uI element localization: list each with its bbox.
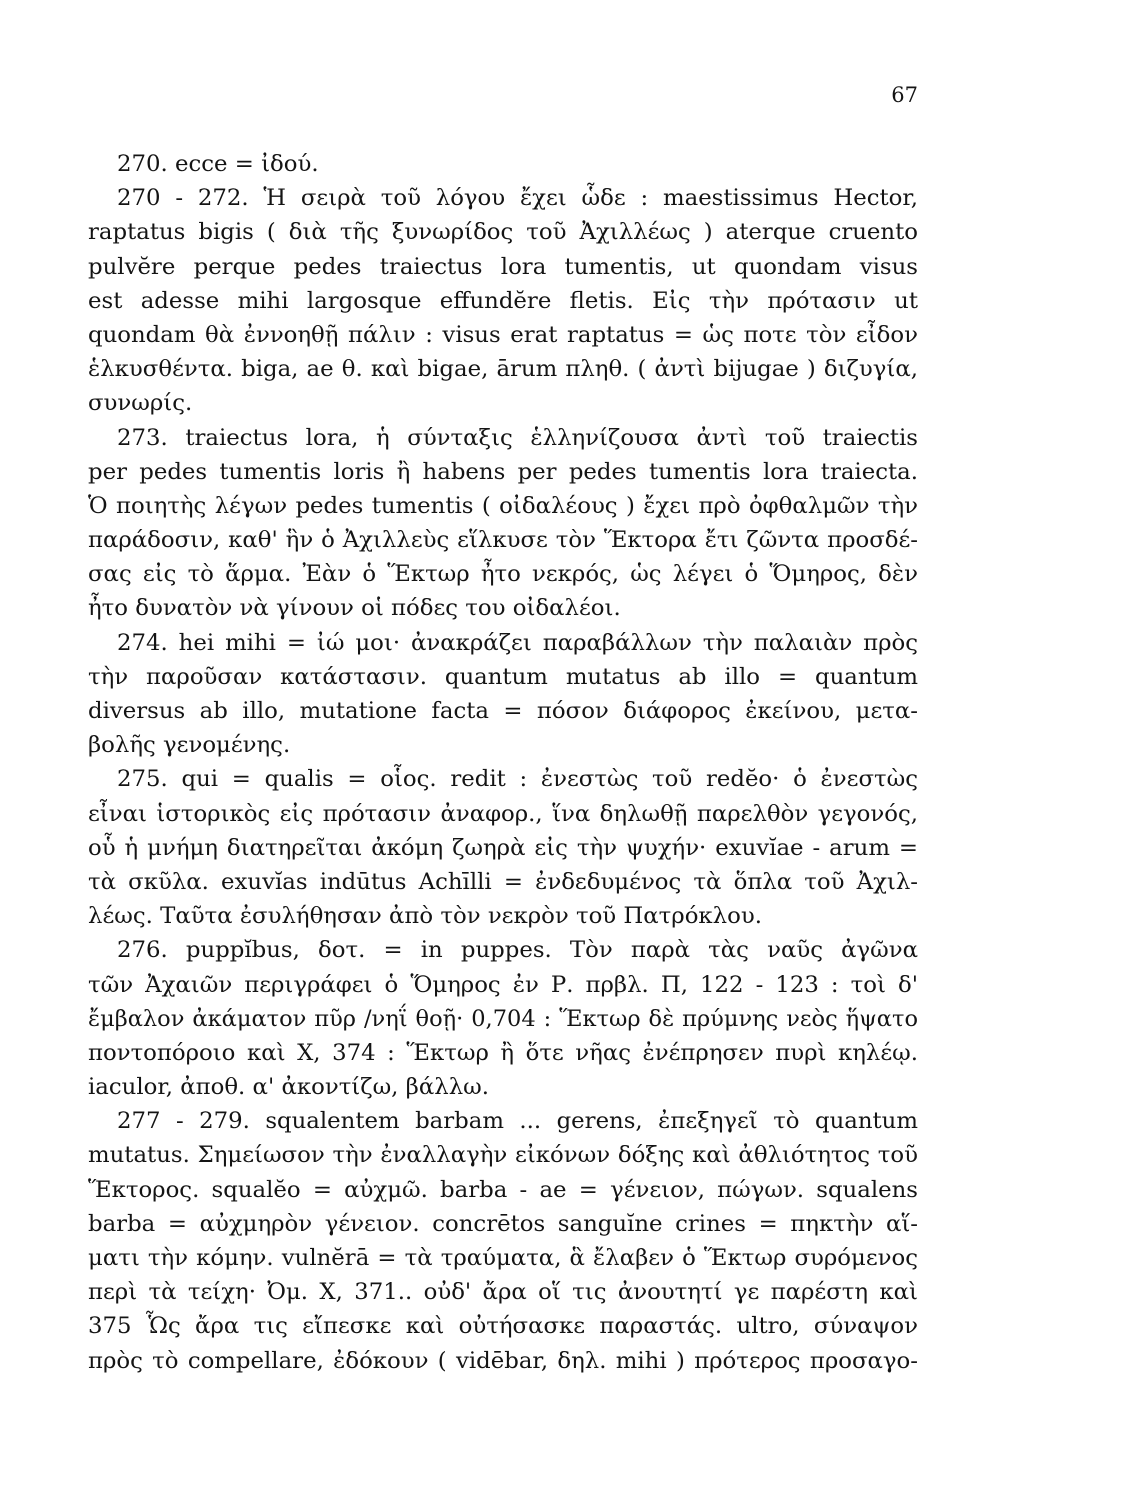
text-line: barba = αὐχμηρὸν γένειον. concrētos sanguĭne crines = πηκτὴν αἵ-	[88, 1210, 918, 1237]
text-line: περὶ τὰ τείχη· Ὀμ. Χ, 371.. οὐδ' ἄρα οἵ τις ἀνουτητί γε παρέστη καὶ	[88, 1279, 918, 1306]
text-line: mutatus. Σημείωσον τὴν ἐναλλαγὴν εἰκόνων δόξης καὶ ἀθλιότητος τοῦ	[88, 1142, 918, 1169]
text-line: παράδοσιν, καθ' ἣν ὁ Ἀχιλλεὺς εἵλκυσε τὸν Ἕκτορα ἔτι ζῶντα προσδέ-	[88, 527, 918, 554]
text-line: σας εἰς τὸ ἅρμα. Ἐὰν ὁ Ἕκτωρ ἦτο νεκρός, ὡς λέγει ὁ Ὅμηρος, δὲν	[88, 561, 918, 588]
text-line: 274. hei mihi = ἰώ μοι· ἀνακράζει παραβάλλων τὴν παλαιὰν πρὸς	[117, 629, 918, 656]
text-line: βολῆς γενομένης.	[88, 732, 291, 759]
text-line: 275. qui = qualis = οἷος. redit : ἐνεστὼς τοῦ redĕo· ὁ ἐνεστὼς	[117, 766, 918, 793]
text-line: raptatus bigis ( διὰ τῆς ξυνωρίδος τοῦ Ἀχιλλέως ) aterque cruento	[88, 219, 918, 246]
text-line: 270. ecce = ἰδού.	[117, 151, 319, 177]
text-line: συνωρίς.	[88, 390, 193, 417]
text-line: quondam θὰ ἐννοηθῇ πάλιν : visus erat raptatus = ὡς ποτε τὸν εἶδον	[88, 321, 918, 348]
text-line: πρὸς τὸ compellare, ἐδόκουν ( vidēbar, δηλ. mihi ) πρότερος προσαγο-	[88, 1347, 918, 1374]
text-line: τῶν Ἀχαιῶν περιγράφει ὁ Ὅμηρος ἐν Ρ. πρβλ. Π, 122 - 123 : τοὶ δ'	[88, 971, 918, 998]
text-line: 273. traiectus lora, ἡ σύνταξις ἑλληνίζουσα ἀντὶ τοῦ traiectis	[117, 424, 918, 451]
text-line: est adesse mihi largosque effundĕre fletis. Εἰς τὴν πρότασιν ut	[88, 287, 918, 314]
page-number: 67	[891, 83, 918, 107]
text-line: ἑλκυσθέντα. biga, ae θ. καὶ bigae, ārum πληθ. ( ἀντὶ bijugae ) διζυγία,	[88, 356, 918, 383]
text-line: 270 - 272. Ἡ σειρὰ τοῦ λόγου ἔχει ὧδε : maestissimus Hector,	[117, 185, 918, 212]
text-line: per pedes tumentis loris ἢ habens per pedes tumentis lora traiecta.	[88, 458, 918, 485]
text-line: Ὁ ποιητὴς λέγων pedes tumentis ( οἰδαλέους ) ἔχει πρὸ ὀφθαλμῶν τὴν	[88, 492, 918, 519]
text-line: οὗ ἡ μνήμη διατηρεῖται ἀκόμη ζωηρὰ εἰς τὴν ψυχήν· exuvĭae - arum =	[88, 834, 918, 861]
text-line: pulvĕre perque pedes traiectus lora tumentis, ut quondam visus	[88, 253, 918, 280]
text-line: diversus ab illo, mutatione facta = πόσον διάφορος ἐκείνου, μετα-	[88, 698, 918, 724]
text-line: 375 Ὧς ἄρα τις εἴπεσκε καὶ οὐτήσασκε παραστάς. ultro, σύναψον	[88, 1313, 918, 1340]
text-line: λέως. Ταῦτα ἐσυλήθησαν ἀπὸ τὸν νεκρὸν τοῦ Πατρόκλου.	[88, 903, 762, 930]
text-line: ἔμβαλον ἀκάματον πῦρ /νηΐ θοῇ· 0,704 : Ἕκτωρ δὲ πρύμνης νεὸς ἥψατο	[88, 1005, 918, 1032]
text-line: iaculor, ἀποθ. α' ἀκοντίζω, βάλλω.	[88, 1074, 489, 1101]
text-line: 277 - 279. squalentem barbam ... gerens, ἐπεξηγεῖ τὸ quantum	[117, 1108, 918, 1135]
text-line: ἦτο δυνατὸν νὰ γίνουν οἱ πόδες του οἰδαλέοι.	[88, 595, 621, 622]
text-line: 276. puppĭbus, δοτ. = in puppes. Τὸν παρὰ τὰς ναῦς ἀγῶνα	[117, 937, 918, 964]
text-line: τὰ σκῦλα. exuvĭas indūtus Achīlli = ἐνδεδυμένος τὰ ὅπλα τοῦ Ἀχιλ-	[88, 868, 918, 895]
text-line: ματι τὴν κόμην. vulnĕrā = τὰ τραύματα, ἃ ἔλαβεν ὁ Ἕκτωρ συρόμενος	[88, 1245, 918, 1271]
text-line: εἶναι ἱστορικὸς εἰς πρότασιν ἀναφορ., ἵνα δηλωθῇ παρελθὸν γεγονός,	[88, 800, 918, 827]
text-line: τὴν παροῦσαν κατάστασιν. quantum mutatus ab illo = quantum	[88, 663, 918, 690]
text-line: ποντοπόροιο καὶ Χ, 374 : Ἕκτωρ ἢ ὅτε νῆας ἐνέπρησεν πυρὶ κηλέῳ.	[88, 1039, 918, 1066]
commentary-text	[88, 147, 918, 1378]
text-line: Ἕκτορος. squalĕo = αὐχμῶ. barba - ae = γένειον, πώγων. squalens	[88, 1176, 918, 1203]
